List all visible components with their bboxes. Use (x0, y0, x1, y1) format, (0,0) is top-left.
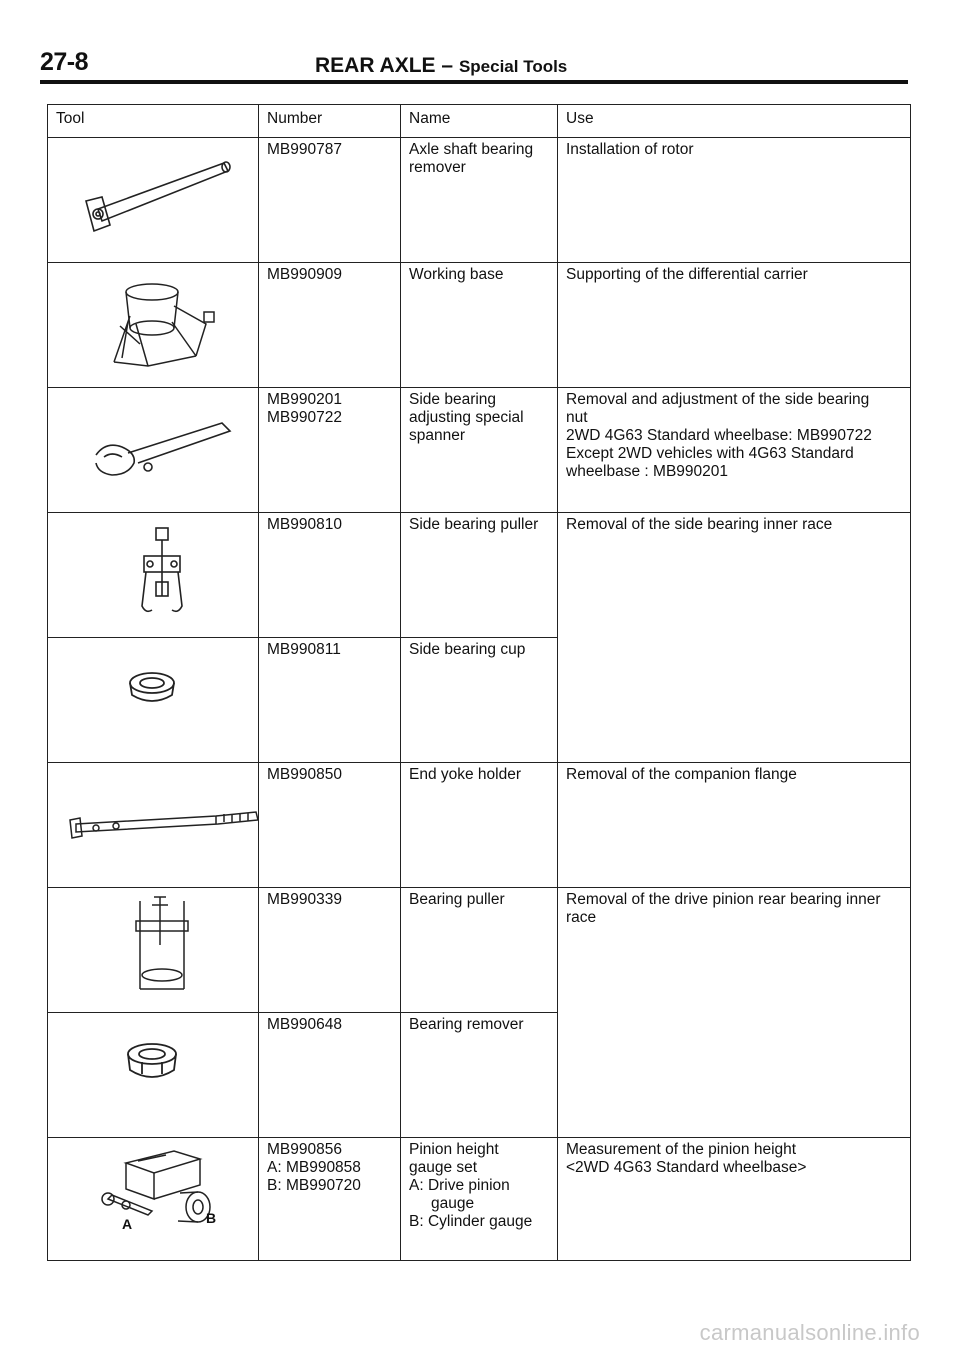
table-row (48, 388, 911, 513)
tool-image-cell (48, 638, 259, 763)
tool-number: MB990909 (259, 263, 401, 388)
side-bearing-cup-drawing (56, 641, 267, 759)
side-bearing-spanner-drawing (56, 391, 267, 509)
special-tools-table (47, 104, 911, 1261)
tool-use: Removal of the drive pinion rear bearing inner race (558, 888, 911, 1138)
tool-number: MB990787 (259, 138, 401, 263)
table-row (48, 888, 911, 1013)
tool-image-cell (48, 513, 259, 638)
tool-number: MB990850 (259, 763, 401, 888)
tool-number: MB990648 (259, 1013, 401, 1138)
tool-use: Installation of rotor (558, 138, 911, 263)
table-row (48, 263, 911, 388)
col-header-name: Name (401, 105, 558, 138)
tool-use: Supporting of the differential carrier (558, 263, 911, 388)
table-row (48, 138, 911, 263)
title-separator: – (435, 54, 459, 77)
tool-image-cell (48, 138, 259, 263)
table-row (48, 1138, 911, 1261)
tool-image-cell (48, 1138, 259, 1261)
tool-use: Removal and adjustment of the side bearing nut 2WD 4G63 Standard wheelbase: MB990722 Except 2WD vehicles with 4G63 Standard wheelbase : MB990201 (558, 388, 911, 513)
watermark: carmanualsonline.info (699, 1320, 920, 1345)
page-number: 27-8 (40, 48, 89, 76)
col-header-tool: Tool (48, 105, 259, 138)
side-bearing-puller-drawing (56, 516, 267, 634)
image-label-a: A (122, 1216, 133, 1232)
tool-number: MB990201 MB990722 (259, 388, 401, 513)
col-header-number: Number (259, 105, 401, 138)
tool-image-cell (48, 888, 259, 1013)
tool-image-cell (48, 263, 259, 388)
tool-name: Side bearing cup (401, 638, 558, 763)
working-base-drawing (56, 266, 267, 384)
title-subtitle: Special Tools (458, 57, 568, 76)
axle-shaft-bearing-remover-drawing (56, 141, 267, 259)
tool-name: Side bearing adjusting special spanner (401, 388, 558, 513)
tool-image-cell (48, 388, 259, 513)
table-row (48, 763, 911, 888)
page-title (315, 54, 567, 78)
image-label-b: B (206, 1210, 217, 1226)
tool-image-cell (48, 763, 259, 888)
end-yoke-holder-drawing (56, 766, 267, 884)
tool-name: Pinion height gauge set A: Drive pinion gauge B: Cylinder gauge (401, 1138, 558, 1261)
tool-image-cell (48, 1013, 259, 1138)
tool-use: Removal of the side bearing inner race (558, 513, 911, 763)
tool-name: Bearing remover (401, 1013, 558, 1138)
tool-use: Removal of the companion flange (558, 763, 911, 888)
pinion-height-gauge-set-drawing (56, 1141, 267, 1257)
tool-number: MB990810 (259, 513, 401, 638)
tool-name: Axle shaft bearing remover (401, 138, 558, 263)
title-main: REAR AXLE (315, 54, 436, 77)
tool-number: MB990339 (259, 888, 401, 1013)
table-row (48, 513, 911, 638)
col-header-use: Use (558, 105, 911, 138)
bearing-puller-drawing (56, 891, 267, 1009)
tool-number: MB990856 A: MB990858 B: MB990720 (259, 1138, 401, 1261)
tool-use: Measurement of the pinion height <2WD 4G63 Standard wheelbase> (558, 1138, 911, 1261)
header-rule (40, 80, 908, 84)
tool-number: MB990811 (259, 638, 401, 763)
tool-name: Working base (401, 263, 558, 388)
tool-name: Side bearing puller (401, 513, 558, 638)
bearing-remover-drawing (56, 1016, 267, 1134)
tool-name: Bearing puller (401, 888, 558, 1013)
tool-name: End yoke holder (401, 763, 558, 888)
table-header-row (48, 105, 911, 138)
